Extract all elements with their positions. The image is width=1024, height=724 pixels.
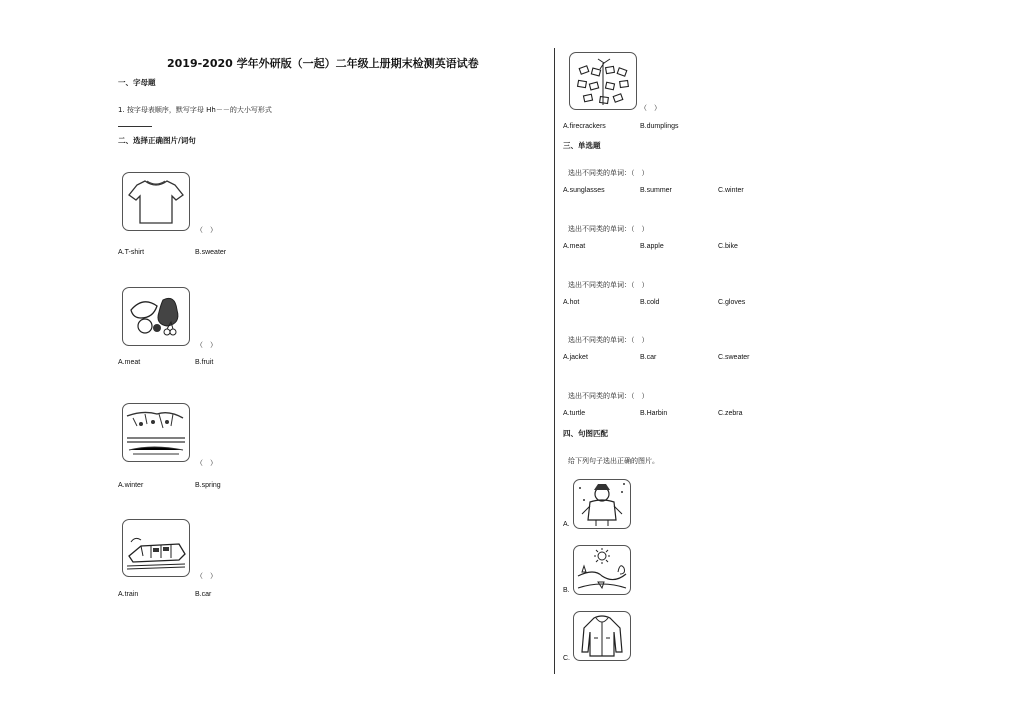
mc-prompt: 选出不同类的单词：（ ）	[568, 281, 649, 289]
option-b: B.car	[195, 591, 212, 598]
answer-paren: （ ）	[196, 226, 217, 234]
option-a: A.train	[118, 591, 139, 598]
answer-paren: （ ）	[196, 341, 217, 349]
match-label-a: A.	[563, 521, 570, 528]
option-b: B.fruit	[195, 359, 214, 366]
mc-prompt: 选出不同类的单词：（ ）	[568, 169, 649, 177]
option-c: C.zebra	[718, 410, 743, 417]
train-picture	[122, 519, 190, 577]
fruit-picture	[122, 287, 190, 346]
tshirt-picture	[122, 172, 190, 231]
option-a: A.T-shirt	[118, 249, 145, 256]
section-1-title: 一、字母题	[118, 78, 156, 87]
page-title: 2019-2020 学年外研版（一起）二年级上册期末检测英语试卷	[167, 57, 479, 70]
option-c: C.bike	[718, 243, 738, 250]
match-label-c: C.	[563, 655, 570, 662]
section-4-title: 四、句图匹配	[563, 429, 608, 438]
jacket-picture	[573, 611, 631, 661]
question-1-text: 1. 按字母表顺序，默写字母 Hh－－的大小写形式	[118, 106, 272, 114]
option-a: A.meat	[118, 359, 141, 366]
sunny-landscape-picture	[573, 545, 631, 595]
answer-paren: （ ）	[196, 572, 217, 580]
option-b: B.cold	[640, 299, 660, 306]
match-label-b: B.	[563, 587, 570, 594]
option-b: B.Harbin	[640, 410, 668, 417]
section-3-title: 三、单选题	[563, 141, 601, 150]
option-a: A.hot	[563, 299, 580, 306]
column-divider	[554, 48, 555, 674]
spring-tree-picture	[122, 403, 190, 462]
answer-underline	[118, 126, 152, 127]
option-b: B.dumplings	[640, 123, 679, 130]
option-a: A.sunglasses	[563, 187, 605, 194]
option-c: C.winter	[718, 187, 744, 194]
firecrackers-picture	[569, 52, 637, 110]
mc-prompt: 选出不同类的单词：（ ）	[568, 336, 649, 344]
section-4-instruction: 给下列句子选出正确的图片。	[568, 457, 659, 465]
snowman-picture	[573, 479, 631, 529]
option-c: C.gloves	[718, 299, 746, 306]
option-a: A.winter	[118, 482, 144, 489]
option-b: B.spring	[195, 482, 221, 489]
section-2-title: 二、选择正确图片/词句	[118, 136, 196, 145]
option-b: B.summer	[640, 187, 672, 194]
mc-prompt: 选出不同类的单词：（ ）	[568, 225, 649, 233]
option-b: B.car	[640, 354, 657, 361]
answer-paren: （ ）	[640, 104, 661, 112]
option-c: C.sweater	[718, 354, 750, 361]
option-a: A.turtle	[563, 410, 586, 417]
answer-paren: （ ）	[196, 459, 217, 467]
option-a: A.jacket	[563, 354, 588, 361]
option-a: A.firecrackers	[563, 123, 606, 130]
option-a: A.meat	[563, 243, 586, 250]
mc-prompt: 选出不同类的单词：（ ）	[568, 392, 649, 400]
option-b: B.sweater	[195, 249, 227, 256]
option-b: B.apple	[640, 243, 664, 250]
